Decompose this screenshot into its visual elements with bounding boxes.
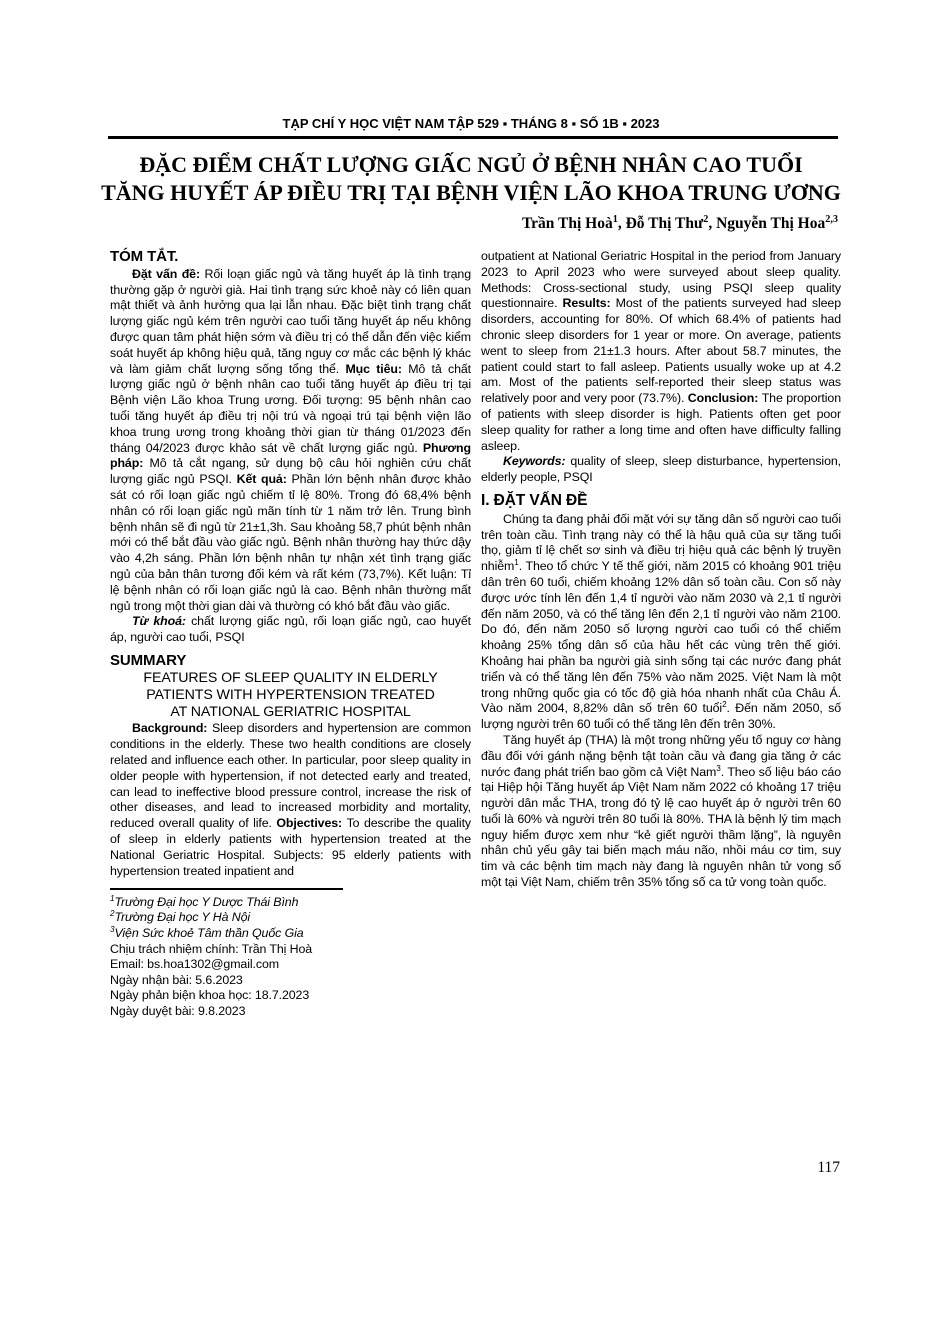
summary-title-line1: FEATURES OF SLEEP QUALITY IN ELDERLY	[143, 669, 438, 686]
introduction-paragraph-2: Tăng huyết áp (THA) là một trong những yếu tố nguy cơ hàng đầu đối với gánh nặng bệnh tật toàn cầu và đang gia tăng ở các nước đang phát triển bao gồm cả Việt Nam$^3$. Theo số liệu báo cáo tại Hiệp hội Tăng huyết áp Việt Nam năm 2022 có khoảng 17 triệu người dân mắc THA, trong đó tỷ lệ cao huyết áp ở người trên 60 tuổi là 60% và người trên 80 tuổi là 80%. THA là bệnh lý tim mạch nguy hiểm được xem như “kẻ giết người thầm lặng”, là nguyên nhân chủ yếu gây tai biến mạch máu não, nhồi máu cơ tim, suy tim và các bệnh tim mạch này đang là nguyên nhân tử vong số một tại Việt Nam, chiếm trên 35% tổng số ca tử vong toàn quốc.	[481, 732, 842, 890]
authors-line: Trần Thị Hoà$^1$, Đỗ Thị Thư$^2$, Nguyễn Thị Hoa$^{2,3}$	[521, 213, 838, 232]
introduction-paragraph-1: Chúng ta đang phải đối mặt với sự tăng dân số người cao tuổi trên toàn cầu. Tình trạng này có thể là hậu quả của sự tăng tuổi thọ, giảm tỉ lệ chết sơ sinh và điều trị hiệu quả các bệnh lý truyền nhiễm$^1$. Theo tổ chức Y tế thế giới, năm 2015 có khoảng 901 triệu dân trên 60 tuổi, chiếm khoảng 12% dân số toàn cầu. Con số này được ước tính lên đến 1,4 tỉ người vào năm 2030 và 2,1 tỉ người đến năm 2050, và có thể tăng lên đến 2,1 tỉ người vào năm 2100. Do đó, đến năm 2050 số lượng người cao tuổi có thể chiếm khoảng 25% tổng dân số của hầu hết các vùng trên thế giới. Khoảng hai phần ba người già sinh sống tại các nước đang phát triển và có thể tăng lên đến 75% vào năm 2025. Việt Nam là một trong những quốc gia có tốc độ già hóa nhanh nhất của Châu Á. Vào năm 2004, 8,82% dân số trên 60 tuổi$^2$. Đến năm 2050, số lượng người trên 60 tuổi có thể tăng lên đến trên 30%.	[481, 511, 841, 732]
article-title	[0, 151, 942, 207]
header-rule	[108, 136, 838, 139]
introduction-heading: I. ĐẶT VẤN ĐỀ	[481, 491, 588, 509]
keywords-vi: Từ khoá: chất lượng giấc ngủ, rối loạn giấc ngủ, cao huyết áp, người cao tuổi, PSQI	[110, 614, 471, 645]
footnote-affiliation-1: $^1$Trường Đại học Y Dược Thái Bình	[110, 893, 299, 909]
abstract-paragraph: Đặt vấn đề: Rối loạn giấc ngủ và tăng huyết áp là tình trạng thường gặp ở người già. Hai tình trạng sức khoẻ này có liên quan mật thiết và ảnh hưởng qua lại lẫn nhau. Đặc biệt tình trạng chất lượng giấc ngủ kém trên người cao tuổi tăng huyết áp nếu không được quan tâm phát hiện sớm và điều trị có thể dẫn đến việc kiểm soát huyết áp không hiệu quả, tăng nguy cơ mắc các bệnh lý khác và làm giảm chất lượng sống tổng thể. Mục tiêu: Mô tả chất lượng giấc ngủ ở bệnh nhân cao tuổi tăng huyết áp điều trị tại Bệnh viện Lão khoa Trung ương. Đối tượng: 95 bệnh nhân cao tuổi tăng huyết áp điều trị nội trú và ngoại trú tại bệnh viện lão khoa trung ương trong khoảng thời gian từ tháng 01/2023 đến tháng 04/2023 được khảo sát về chất lượng giấc ngủ. Phương pháp: Mô tả cắt ngang, sử dụng bộ câu hỏi nghiên cứu chất lượng giấc ngủ PSQI. Kết quả: Phần lớn bệnh nhân được khảo sát có rối loạn giấc ngủ chiếm tỉ lệ 80%. Trong đó 68,4% bệnh nhân có rối loạn giấc ngủ mãn tính từ 1 năm trở lên. Trung bình bệnh nhân sẽ đi ngủ từ 21±1,3h. Sau khoảng 58,7 phút bệnh nhân mới có thể bắt đầu vào giấc ngủ. Bệnh nhân thường hay thức dậy vào 4,2h sáng. Phần lớn bệnh nhân tự nhận xét tình trạng giấc ngủ của bản thân tương đối kém và rất kém (73,7%). Kết luận: Tỉ lệ bệnh nhân có rối loạn giấc ngủ là cao. Bệnh nhân thường mất ngủ trong một thời gian dài và thường có khó bắt đầu vào giấc.	[110, 266, 472, 613]
keywords-en: Keywords: quality of sleep, sleep disturbance, hypertension, elderly people, PSQI	[481, 454, 841, 485]
footnote-received-date: Ngày nhận bài: 5.6.2023	[110, 972, 243, 987]
left-column	[110, 249, 471, 1020]
footnote-accepted-date: Ngày duyệt bài: 9.8.2023	[110, 1003, 246, 1018]
summary-title-line2: PATIENTS WITH HYPERTENSION TREATED	[146, 686, 435, 703]
footnote-rule	[110, 888, 343, 890]
footnote-email: Email: bs.hoa1302@gmail.com	[110, 957, 279, 972]
footnote-review-date: Ngày phản biện khoa học: 18.7.2023	[110, 988, 310, 1003]
summary-continued-paragraph: outpatient at National Geriatric Hospital in the period from January 2023 to April 2023 who were surveyed about sleep quality. Methods: Cross-sectional study, using PSQI sleep quality questionnaire. Results: Most of the patients surveyed had sleep disorders, accounting for 80%. Of which 68.4% of patients had chronic sleep disorders for 1 year or more. On average, patients went to sleep from 21±1.3 hours. After about 58.7 minutes, the patient could start to fall asleep. Patients usually woke up at 4.2 am. Most of the patients self-reported their sleep status was relatively poor and very poor (73.7%). Conclusion: The proportion of patients with sleep disorder is high. Patients often get poor sleep quality for rather a long time and often have difficulty falling asleep.	[481, 249, 841, 453]
article-title-line1: ĐẶC ĐIỂM CHẤT LƯỢNG GIẤC NGỦ Ở BỆNH NHÂN CAO TUỔI	[139, 152, 803, 177]
journal-header: TẠP CHÍ Y HỌC VIỆT NAM TẬP 529 ▪ THÁNG 8 ▪ SỐ 1B ▪ 2023	[282, 116, 660, 131]
footnote-block	[110, 888, 471, 1019]
right-column	[481, 249, 841, 891]
abstract-heading: TÓM TẮT.	[110, 248, 179, 265]
summary-heading: SUMMARY	[110, 651, 187, 669]
footnote-corresponding-author: Chịu trách nhiệm chính: Trần Thị Hoà	[110, 941, 313, 956]
footnote-affiliation-2: $^2$Trường Đại học Y Hà Nội	[110, 909, 251, 925]
footnote-affiliation-3: $^3$Viện Sức khoẻ Tâm thần Quốc Gia	[110, 924, 304, 940]
page-number: 117	[817, 1159, 840, 1176]
summary-title-line3: AT NATIONAL GERIATRIC HOSPITAL	[170, 704, 411, 721]
article-title-line2: TĂNG HUYẾT ÁP ĐIỀU TRỊ TẠI BỆNH VIỆN LÃO KHOA TRUNG ƯƠNG	[101, 180, 841, 205]
summary-paragraph: Background: Sleep disorders and hypertension are common conditions in the elderly. These two health conditions are closely related and influence each other. In particular, poor sleep quality in older people with hypertension, if not detected early and treated, can lead to ineffective blood pressure control, increase the risk of other diseases, and lead to increased morbidity and mortality, reduced overall quality of life. Objectives: To describe the quality of sleep in elderly patients with hypertension treated at the National Geriatric Hospital. Subjects: 95 elderly patients with hypertension treated inpatient and	[110, 721, 472, 878]
